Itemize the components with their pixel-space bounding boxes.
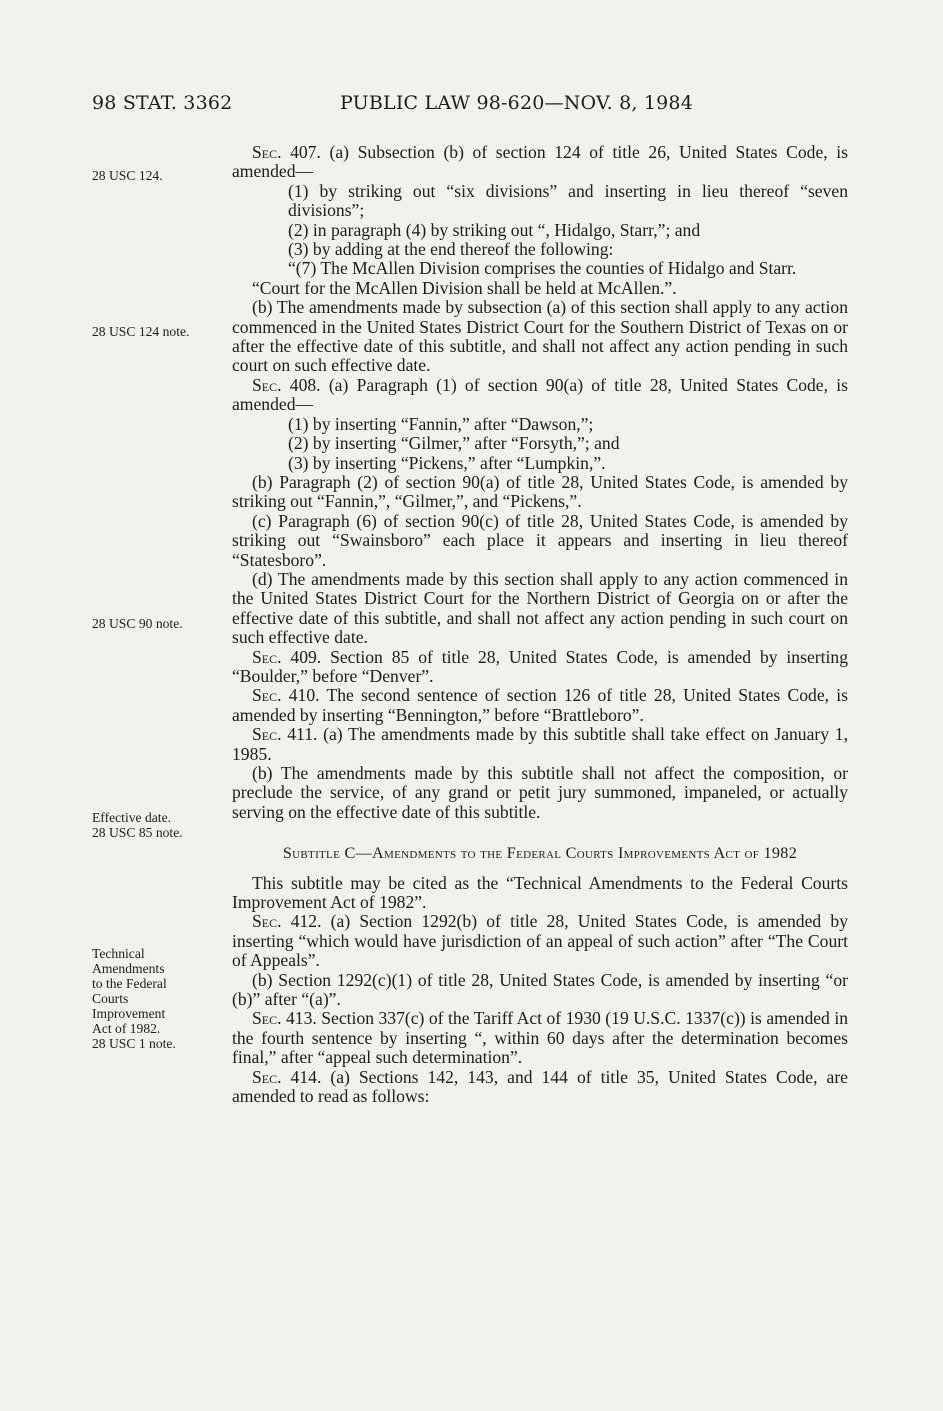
margin-note-28-usc-124-note: 28 USC 124 note.: [92, 324, 190, 339]
section-408-para-3: (3) by inserting “Pickens,” after “Lumpkin,”.: [288, 452, 606, 473]
margin-note-line: Courts: [92, 991, 129, 1006]
section-text: 410. The second sentence of section 126 of title 28, United States Code, is amended by inserting “Bennington,” before “Brattleboro”.: [232, 685, 848, 725]
section-412-a: [232, 912, 848, 970]
subtitle-c-heading: Subtitle C—Amendments to the Federal Courts Improvements Act of 1982: [282, 844, 798, 863]
section-410: [232, 686, 848, 725]
section-text: 407. (a) Subsection (b) of section 124 of title 26, United States Code, is amended—: [232, 142, 848, 182]
section-412-b: (b) Section 1292(c)(1) of title 28, United States Code, is amended by inserting “or (b)” after “(a)”.: [232, 969, 848, 1010]
section-409: [232, 648, 848, 687]
section-408-d: (d) The amendments made by this section shall apply to any action commenced in the United States District Court for the Northern District of Georgia on or after the effective date of this subtitle, and shall not affect any action pending in such court on such effective date.: [232, 568, 848, 648]
section-408-para-2: (2) by inserting “Gilmer,” after “Forsyth,”; and: [288, 433, 620, 454]
section-407-para-3: (3) by adding at the end thereof the following:: [288, 239, 614, 260]
section-text: 409. Section 85 of title 28, United States Code, is amended by inserting “Boulder,” before “Denver”.: [232, 646, 848, 686]
section-414: [232, 1068, 848, 1107]
margin-note-effective-date: [92, 810, 183, 840]
margin-note-line: 28 USC 85 note.: [92, 825, 183, 840]
section-411-b: (b) The amendments made by this subtitle shall not affect the composition, or preclude the service, of any grand or petit jury summoned, impaneled, or actually serving on the effective date of this subtitle.: [232, 763, 848, 822]
section-407-para-2: (2) in paragraph (4) by striking out “, Hidalgo, Starr,”; and: [288, 219, 701, 240]
section-label: Sec.: [252, 646, 282, 667]
section-407-intro: [232, 143, 848, 182]
subtitle-c-citation: This subtitle may be cited as the “Technical Amendments to the Federal Courts Improvement Act of 1982”.: [232, 872, 848, 913]
section-408-b: (b) Paragraph (2) of section 90(a) of title 28, United States Code, is amended by striking out “Fannin,”, “Gilmer,”, and “Pickens,”.: [232, 471, 848, 512]
section-text: 411. (a) The amendments made by this subtitle shall take effect on January 1, 1985.: [232, 724, 848, 764]
margin-note-line: 28 USC 1 note.: [92, 1036, 176, 1051]
section-408-intro: [232, 376, 848, 415]
section-label: Sec.: [252, 724, 282, 745]
margin-note-line: Technical: [92, 946, 145, 961]
section-407-b: (b) The amendments made by subsection (a) of this section shall apply to any action commenced in the United States District Court for the Southern District of Texas on or after the effective date of this subtitle, and shall not affect any action pending in such court on such effective date.: [232, 297, 848, 376]
section-407-para-1: (1) by striking out “six divisions” and inserting in lieu thereof “seven divisions”;: [288, 180, 848, 221]
section-text: 408. (a) Paragraph (1) of section 90(a) of title 28, United States Code, is amended—: [232, 374, 848, 415]
section-label: Sec.: [252, 911, 282, 932]
section-407-quote-1: “(7) The McAllen Division comprises the counties of Hidalgo and Starr.: [288, 258, 797, 279]
margin-note-line: Improvement: [92, 1006, 166, 1021]
statute-page-number: 98 STAT. 3362: [92, 92, 233, 114]
margin-note-28-usc-124: 28 USC 124.: [92, 168, 163, 183]
section-label: Sec.: [252, 685, 282, 706]
section-408-para-1: (1) by inserting “Fannin,” after “Dawson,”;: [288, 413, 594, 434]
section-label: Sec.: [252, 374, 282, 395]
margin-note-28-usc-90-note: 28 USC 90 note.: [92, 616, 183, 631]
section-text: 414. (a) Sections 142, 143, and 144 of title 35, United States Code, are amended to read as follows:: [232, 1066, 848, 1107]
section-text: 413. Section 337(c) of the Tariff Act of 1930 (19 U.S.C. 1337(c)) is amended in the fourth sentence by inserting “, within 60 days after the determination becomes final,” after “appeal such determination”.: [232, 1008, 848, 1068]
section-408-c: (c) Paragraph (6) of section 90(c) of title 28, United States Code, is amended by striking out “Swainsboro” each place it appears and inserting in lieu thereof “Statesboro”.: [232, 510, 848, 570]
margin-note-line: Act of 1982.: [92, 1021, 161, 1036]
section-407-quote-2: “Court for the McAllen Division shall be held at McAllen.”.: [252, 277, 677, 298]
section-text: 412. (a) Section 1292(b) of title 28, United States Code, is amended by inserting “which would have jurisdiction of an appeal of such action” after “The Court of Appeals”.: [232, 911, 848, 971]
margin-note-technical-amendments: [92, 946, 176, 1051]
section-label: Sec.: [252, 1066, 282, 1087]
section-label: Sec.: [252, 1008, 282, 1029]
running-head: PUBLIC LAW 98-620—NOV. 8, 1984: [340, 92, 693, 114]
margin-note-line: Effective date.: [92, 810, 172, 825]
main-text-column: [232, 143, 848, 1107]
section-413: [232, 1009, 848, 1067]
section-label: Sec.: [252, 142, 282, 162]
margin-note-line: Amendments: [92, 961, 165, 976]
section-411-a: [232, 725, 848, 764]
margin-note-line: to the Federal: [92, 976, 167, 991]
